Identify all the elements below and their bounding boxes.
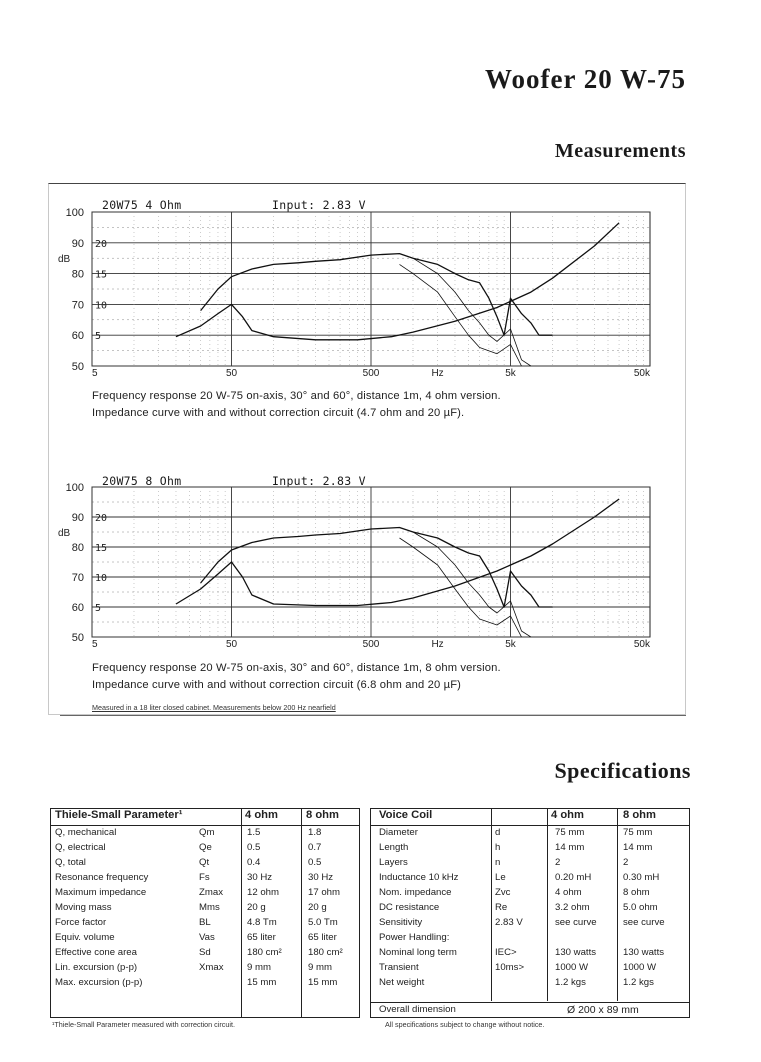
vc-cell: IEC> [495, 947, 517, 958]
vc-header-row [371, 810, 689, 826]
vc-cell: d [495, 827, 501, 838]
vc-dimension-value: Ø 200 x 89 mm [567, 1004, 639, 1016]
y-tick-label: 50 [71, 632, 84, 644]
ts-cell: Q, mechanical [55, 827, 117, 838]
impedance-tick-label: 20 [95, 238, 108, 250]
vc-row [371, 917, 689, 933]
ts-cell: 0.5 [308, 857, 322, 868]
ts-row [51, 827, 359, 843]
ts-row [51, 977, 359, 993]
ts-cell: 1.8 [308, 827, 322, 838]
ts-cell: Zmax [199, 887, 223, 898]
vc-cell: Re [495, 902, 508, 913]
ts-cell: Mms [199, 902, 220, 913]
ts-cell: Lin. excursion (p-p) [55, 962, 138, 973]
vc-cell: Sensitivity [379, 917, 423, 928]
thiele-small-table [50, 808, 360, 1018]
vc-cell: Le [495, 872, 506, 883]
ts-cell: 20 g [247, 902, 266, 913]
ts-cell: 4.8 Tm [247, 917, 277, 928]
ts-row [51, 902, 359, 918]
vc-cell: Diameter [379, 827, 418, 838]
ts-cell: BL [199, 917, 211, 928]
y-tick-label: 90 [71, 512, 84, 524]
ts-cell: Q, electrical [55, 842, 106, 853]
ts-cell: 15 mm [247, 977, 277, 988]
vc-cell: Length [379, 842, 409, 853]
vc-dimension-label: Overall dimension [379, 1004, 456, 1015]
ts-row [51, 917, 359, 933]
ts-header-row [51, 810, 359, 826]
ts-row [51, 947, 359, 963]
ts-cell: 30 Hz [308, 872, 334, 883]
vc-cell: DC resistance [379, 902, 440, 913]
vc-cell: 75 mm [623, 827, 653, 838]
vc-row [371, 932, 689, 948]
ts-cell: Qm [199, 827, 215, 838]
ts-cell: Equiv. volume [55, 932, 115, 943]
vc-cell: Nom. impedance [379, 887, 452, 898]
ts-cell: Vas [199, 932, 215, 943]
y-tick-label: 60 [71, 330, 84, 343]
y-tick-label: 100 [65, 207, 84, 219]
vc-dimension-row [371, 1004, 689, 1020]
ts-row [51, 887, 359, 903]
ts-cell: Resonance frequency [55, 872, 149, 883]
vc-cell: 14 mm [623, 842, 653, 853]
x-tick-label: 50k [633, 639, 650, 650]
series-line-1 [201, 254, 553, 336]
ts-cell: Qe [199, 842, 212, 853]
ts-header-4ohm: 4 ohm [245, 809, 278, 821]
impedance-tick-label: 5 [95, 603, 102, 614]
y-tick-label: 60 [71, 602, 84, 614]
chart-2-caption-line-1: Frequency response 20 W-75 on-axis, 30° and 60°, distance 1m, 8 ohm version. [92, 662, 501, 674]
ts-cell: 20 g [308, 902, 327, 913]
vc-cell: 8 ohm [623, 887, 650, 898]
ts-cell: 0.7 [308, 842, 322, 853]
y-tick-label: 70 [71, 572, 84, 584]
vc-row [371, 872, 689, 888]
ts-cell: 1.5 [247, 827, 261, 838]
vc-cell: Net weight [379, 977, 425, 988]
vc-row [371, 947, 689, 963]
measurement-note: Measured in a 18 liter closed cabinet. Measurements below 200 Hz nearfield [92, 703, 336, 712]
vc-cell: 14 mm [555, 842, 585, 853]
impedance-tick-label: 15 [95, 269, 108, 281]
vc-cell: 1.2 kgs [623, 977, 654, 988]
measurements-heading: Measurements [554, 140, 686, 162]
vc-cell: 130 watts [555, 947, 597, 958]
y-tick-label: 100 [65, 482, 84, 494]
ts-header-8ohm: 8 ohm [306, 809, 339, 821]
vc-row [371, 902, 689, 918]
ts-cell: 5.0 Tm [308, 917, 338, 928]
vc-cell: 2 [555, 857, 561, 868]
impedance-tick-label: 20 [95, 513, 108, 524]
vc-footer-rule [371, 1002, 689, 1003]
x-tick-label: Hz [431, 639, 444, 650]
y-axis-label: dB [58, 254, 71, 266]
chart-2-title: 20W75 8 Ohm [102, 474, 182, 488]
ts-cell: 0.5 [247, 842, 261, 853]
vc-cell: Nominal long term [379, 947, 457, 958]
ts-cell: Xmax [199, 962, 224, 973]
vc-footnote: All specifications subject to change without notice. [385, 1020, 545, 1029]
x-tick-label: 50 [225, 368, 238, 379]
y-tick-label: 50 [71, 361, 84, 373]
vc-cell: Transient [379, 962, 419, 973]
vc-cell: 1.2 kgs [555, 977, 586, 988]
x-tick-label: 50 [225, 639, 238, 650]
voice-coil-table [370, 808, 690, 1018]
vc-cell: see curve [623, 917, 665, 928]
ts-cell: 30 Hz [247, 872, 273, 883]
ts-cell: 0.4 [247, 857, 261, 868]
x-tick-label: 5k [505, 368, 516, 379]
vc-cell: n [495, 857, 501, 868]
ts-cell: 9 mm [247, 962, 271, 973]
ts-cell: 180 cm² [247, 947, 282, 958]
chart-2-caption-line-2: Impedance curve with and without correction circuit (6.8 ohm and 20 µF) [92, 679, 462, 691]
ts-footnote: ¹Thiele-Small Parameter measured with correction circuit. [52, 1020, 235, 1029]
ts-cell: Fs [199, 872, 210, 883]
specifications-heading: Specifications [554, 758, 691, 783]
ts-row [51, 932, 359, 948]
ts-cell: Max. excursion (p-p) [55, 977, 143, 988]
ts-cell: Force factor [55, 917, 107, 928]
vc-cell: 1000 W [555, 962, 589, 973]
y-tick-label: 70 [71, 299, 84, 312]
vc-row [371, 857, 689, 873]
impedance-tick-label: 15 [95, 543, 108, 554]
x-tick-label: 500 [362, 368, 380, 379]
ts-cell: 65 liter [308, 932, 337, 943]
ts-cell: Maximum impedance [55, 887, 147, 898]
ts-header-parameter: Thiele-Small Parameter¹ [55, 809, 183, 821]
y-tick-label: 90 [71, 237, 84, 250]
ts-cell: Moving mass [55, 902, 112, 913]
vc-cell: 2 [623, 857, 629, 868]
y-tick-label: 80 [71, 542, 84, 554]
vc-row [371, 977, 689, 993]
vc-cell: 10ms> [495, 962, 525, 973]
vc-cell: 4 ohm [555, 887, 582, 898]
x-tick-label: 5k [505, 639, 516, 650]
y-tick-label: 80 [71, 268, 84, 281]
vc-header-4ohm: 4 ohm [551, 809, 584, 821]
x-tick-label: 50k [633, 368, 650, 379]
vc-header-title: Voice Coil [379, 809, 433, 821]
vc-cell: 0.30 mH [623, 872, 660, 883]
vc-cell: 2.83 V [495, 917, 523, 928]
ts-cell: Qt [199, 857, 210, 868]
ts-row [51, 872, 359, 888]
ts-cell: 180 cm² [308, 947, 343, 958]
chart-2-input: Input: 2.83 V [272, 474, 366, 488]
ts-row [51, 842, 359, 858]
chart-1-caption-line-1: Frequency response 20 W-75 on-axis, 30° and 60°, distance 1m, 4 ohm version. [92, 390, 501, 402]
impedance-tick-label: 10 [95, 573, 108, 584]
ts-row [51, 857, 359, 873]
vc-cell: 75 mm [555, 827, 585, 838]
vc-row [371, 887, 689, 903]
vc-cell: 0.20 mH [555, 872, 592, 883]
x-tick-label: 5 [92, 639, 98, 650]
ts-cell: 9 mm [308, 962, 332, 973]
vc-cell: Zvc [495, 887, 511, 898]
vc-row [371, 842, 689, 858]
ts-row [51, 962, 359, 978]
impedance-tick-label: 5 [95, 331, 102, 343]
vc-cell: h [495, 842, 501, 853]
vc-cell: see curve [555, 917, 597, 928]
x-tick-label: 500 [362, 639, 380, 650]
vc-cell: Layers [379, 857, 408, 868]
vc-row [371, 827, 689, 843]
vc-header-8ohm: 8 ohm [623, 809, 656, 821]
vc-cell: 5.0 ohm [623, 902, 658, 913]
vc-cell: 130 watts [623, 947, 665, 958]
chart-1-caption-line-2: Impedance curve with and without correction circuit (4.7 ohm and 20 µF). [92, 407, 465, 419]
ts-cell: Sd [199, 947, 211, 958]
page-title: Woofer 20 W-75 [485, 64, 686, 94]
chart-1-title: 20W75 4 Ohm [102, 198, 182, 212]
chart-1-input: Input: 2.83 V [272, 198, 366, 212]
ts-cell: 15 mm [308, 977, 338, 988]
x-tick-label: Hz [431, 368, 444, 379]
ts-cell: Q, total [55, 857, 86, 868]
vc-cell: 3.2 ohm [555, 902, 590, 913]
ts-row [51, 992, 359, 1008]
vc-cell: 1000 W [623, 962, 657, 973]
vc-cell: Inductance 10 kHz [379, 872, 459, 883]
vc-row [371, 962, 689, 978]
x-tick-label: 5 [92, 368, 98, 379]
ts-cell: 17 ohm [308, 887, 340, 898]
impedance-tick-label: 10 [95, 300, 108, 312]
y-axis-label: dB [58, 528, 71, 539]
ts-cell: 65 liter [247, 932, 276, 943]
vc-cell: Power Handling: [379, 932, 450, 943]
ts-cell: 12 ohm [247, 887, 279, 898]
ts-cell: Effective cone area [55, 947, 137, 958]
